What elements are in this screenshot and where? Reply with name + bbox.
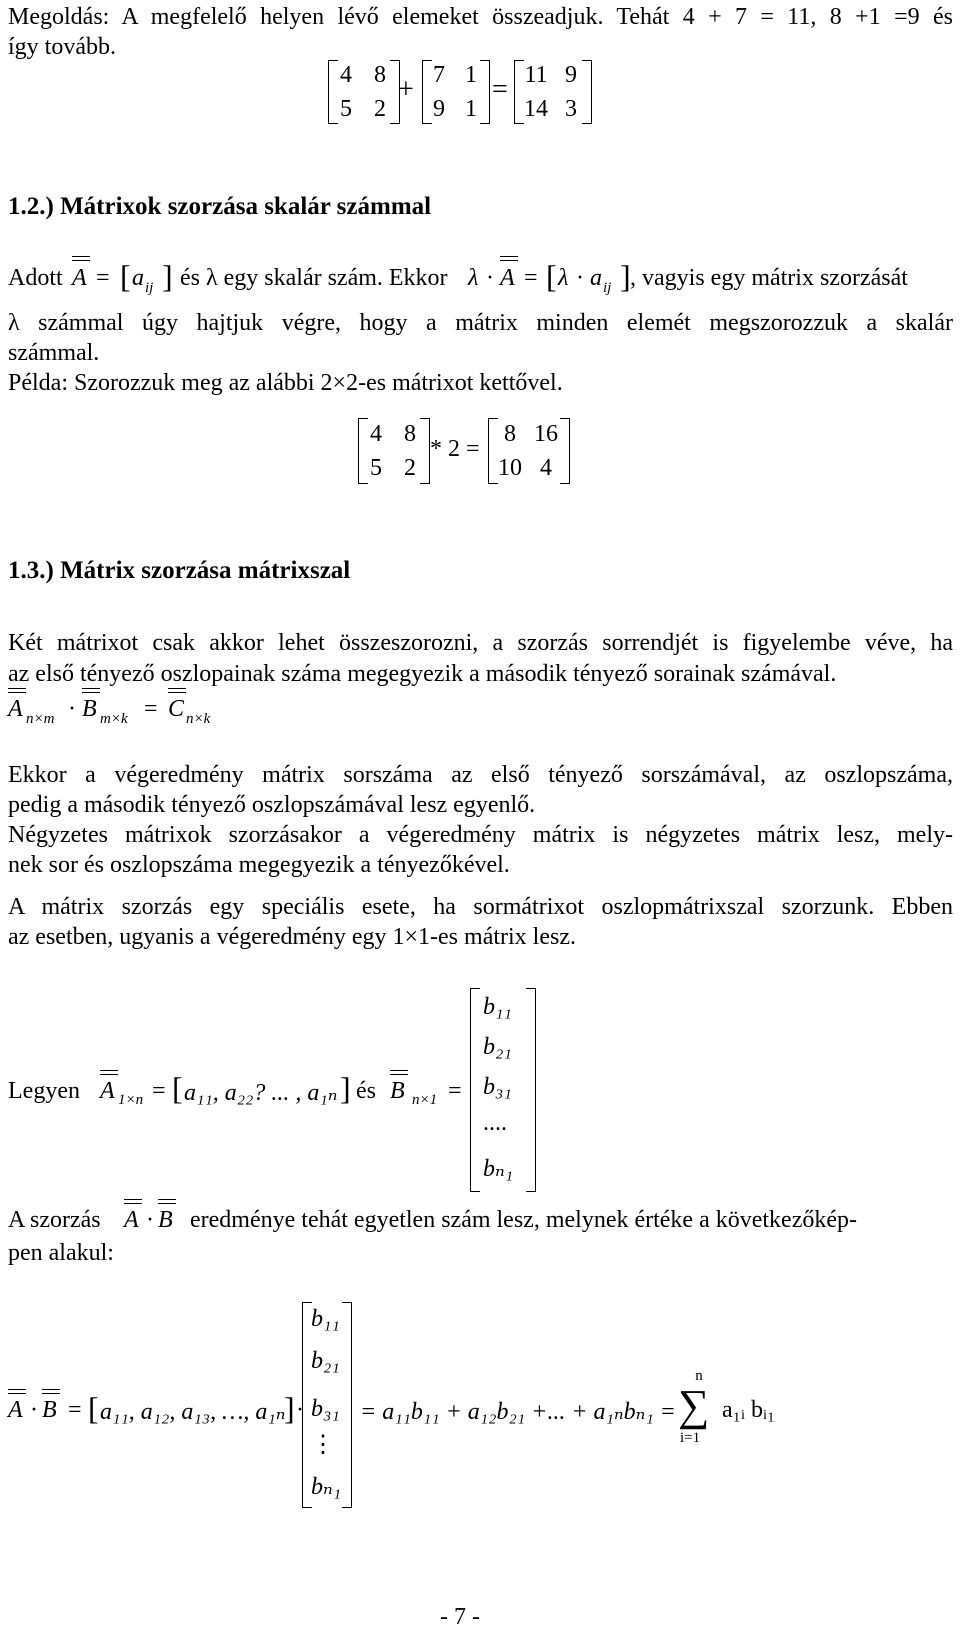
para2-line-2: pedig a második tényező oszlopszámával lesz egyenlő.	[8, 792, 536, 818]
equals-sign: =	[152, 1078, 166, 1104]
matrix-result	[488, 418, 570, 484]
sum-lower-limit: i=1	[680, 1430, 701, 1446]
equals-sign: =	[144, 696, 158, 722]
equals-sign: =	[448, 1078, 462, 1104]
scalar-line-4: Példa: Szorozzuk meg az alábbi 2×2-es mátrixot kettővel.	[8, 370, 563, 396]
text-es: és	[356, 1078, 376, 1104]
matrix-cell: 7	[433, 62, 445, 88]
equals-sign: =	[68, 1397, 82, 1423]
text-vagyis: , vagyis egy mátrix szorzását	[630, 265, 908, 291]
para3-line-1: Négyzetes mátrixok szorzásakor a végeredmény mátrix is négyzetes mátrix lesz, mely-	[8, 822, 953, 848]
para3-line-2: nek sor és oszlopszáma megegyezik a tényezőkével.	[8, 852, 510, 878]
matrix-overline	[72, 256, 90, 257]
matrix-cell: 14	[524, 96, 548, 122]
symbol-A: A	[100, 1078, 115, 1104]
bracket-close: ]	[340, 1070, 351, 1106]
matrix-cell: 11	[524, 62, 548, 88]
section-title-1-2: 1.2.) Mátrixok szorzása skalár számmal	[8, 193, 432, 220]
row-vector: a₁₁, a₂₂? ... , a₁ₙ	[184, 1080, 338, 1106]
symbol-A: A	[8, 1397, 23, 1423]
vector-element: ⋮	[311, 1432, 335, 1458]
dot-operator: ·	[486, 265, 494, 291]
matrix-overline	[42, 1389, 60, 1390]
matrix-overline	[168, 688, 186, 689]
matrix-cell: 8	[504, 421, 516, 447]
dot-operator: ·	[30, 1397, 38, 1423]
matrix-cell: 4	[340, 62, 352, 88]
column-vector	[470, 988, 536, 1192]
matrix-cell: 9	[565, 62, 577, 88]
vector-element: b₂₁	[483, 1034, 512, 1060]
sum-term: a₁ᵢ bᵢ₁	[722, 1397, 776, 1423]
matrix-cell: 4	[370, 421, 382, 447]
intro-line-1: Megoldás: A megfelelő helyen lévő elemeket összeadjuk. Tehát 4 + 7 = 11, 8 +1 =9 és	[8, 4, 953, 30]
row-vector: a₁₁, a₁₂, a₁₃, …, a₁ₙ	[100, 1399, 286, 1425]
matrix-cell: 2	[374, 96, 386, 122]
matrix-cell: 1	[465, 62, 477, 88]
symbol-a: a	[132, 265, 144, 291]
section-title-1-3: 1.3.) Mátrix szorzása mátrixszal	[8, 557, 351, 584]
equals-sign: =	[524, 265, 538, 291]
text-eredmenye: eredménye tehát egyetlen szám lesz, melynek értéke a következőkép-	[190, 1207, 858, 1233]
vector-element: b₃₁	[483, 1074, 512, 1100]
matrix-cell: 4	[540, 455, 552, 481]
matrix-cell: 5	[370, 455, 382, 481]
para1-line-2: az első tényező oszlopainak száma megegyezik a második tényező sorainak számával.	[8, 661, 837, 687]
symbol-B: B	[390, 1078, 405, 1104]
matrix-cell: 16	[534, 421, 558, 447]
para4-line-2: az esetben, ugyanis a végeredmény egy 1×1-es mátrix lesz.	[8, 924, 576, 950]
matrix-result	[514, 60, 592, 124]
subscript-n1: n×1	[412, 1092, 438, 1108]
scalar-line-3: számmal.	[8, 340, 100, 366]
matrix-b	[422, 60, 490, 124]
matrix-overline	[390, 1070, 408, 1071]
matrix-overline	[100, 1070, 118, 1071]
symbol-a: a	[590, 265, 602, 291]
equals-sign: =	[96, 265, 110, 291]
symbol-A: A	[500, 265, 515, 291]
equals-sign: =	[492, 74, 508, 105]
matrix-cell: 8	[404, 421, 416, 447]
vector-element: b₁₁	[311, 1306, 340, 1332]
symbol-A: A	[72, 265, 87, 291]
bracket-close: ]	[162, 258, 173, 294]
matrix-overline	[8, 688, 26, 689]
para4-line-1: A mátrix szorzás egy speciális esete, ha sormátrixot oszlopmátrixszal szorzunk. Ebben	[8, 894, 953, 920]
intro-line-2: így tovább.	[8, 34, 116, 60]
vector-element: b₃₁	[311, 1396, 340, 1422]
symbol-B: B	[82, 696, 97, 722]
column-vector	[302, 1302, 352, 1508]
symbol-B: B	[42, 1397, 57, 1423]
vector-element: b₁₁	[483, 994, 512, 1020]
vector-element: b₂₁	[311, 1348, 340, 1374]
bracket-open: [	[546, 258, 557, 294]
page-number: - 7 -	[440, 1604, 480, 1630]
dot-operator: ·	[296, 1397, 304, 1423]
symbol-C: C	[168, 696, 185, 722]
plus-sign: +	[398, 74, 414, 105]
dot-operator: ·	[68, 696, 76, 722]
para2-line-1: Ekkor a végeredmény mátrix sorszáma az első tényező sorszámával, az oszlopszáma,	[8, 762, 953, 788]
bracket-open: [	[120, 258, 131, 294]
bracket-close: ]	[284, 1390, 295, 1426]
matrix-cell: 1	[465, 96, 477, 122]
matrix-cell: 8	[374, 62, 386, 88]
matrix-cell: 9	[433, 96, 445, 122]
symbol-lambda: λ	[468, 265, 479, 291]
bracket-open: [	[88, 1390, 99, 1426]
text-a-szorzas: A szorzás	[8, 1207, 101, 1233]
subscript-1n: 1×n	[118, 1092, 144, 1108]
symbol-A: A	[124, 1207, 139, 1233]
subscript-ij: ij	[145, 280, 154, 296]
matrix-a	[328, 60, 400, 124]
dot-operator: ·	[146, 1207, 154, 1233]
times-two: * 2 =	[430, 436, 480, 462]
vector-element: bₙ₁	[483, 1156, 514, 1182]
matrix-cell: 5	[340, 96, 352, 122]
bracket-close: ]	[620, 258, 631, 294]
vector-element: ....	[483, 1110, 507, 1136]
bracket-open: [	[172, 1070, 183, 1106]
subscript-nk: n×k	[186, 711, 211, 727]
subscript-mk: m×k	[100, 711, 128, 727]
dot-operator: ·	[576, 265, 584, 291]
text-adott: Adott	[8, 265, 63, 291]
sigma-icon: ∑	[678, 1381, 710, 1430]
text-pen-alakul: pen alakul:	[8, 1240, 114, 1266]
symbol-lambda: λ	[558, 265, 569, 291]
symbol-A: A	[8, 696, 23, 722]
matrix-cell: 10	[498, 455, 522, 481]
sum-upper-limit: n	[695, 1368, 703, 1384]
subscript-ij: ij	[603, 280, 612, 296]
symbol-B: B	[158, 1207, 173, 1233]
matrix-overline	[158, 1199, 176, 1200]
text-es-lambda: és λ egy skalár szám. Ekkor	[180, 265, 448, 291]
matrix-a	[358, 418, 430, 484]
scalar-line-2: λ számmal úgy hajtjuk végre, hogy a mátrix minden elemét megszorozzuk a skalár	[8, 310, 953, 336]
matrix-overline	[500, 256, 518, 257]
matrix-cell: 3	[565, 96, 577, 122]
matrix-cell: 2	[404, 455, 416, 481]
text-legyen: Legyen	[8, 1078, 80, 1104]
matrix-overline	[82, 688, 100, 689]
matrix-overline	[8, 1389, 26, 1390]
matrix-overline	[124, 1199, 142, 1200]
vector-element: bₙ₁	[311, 1474, 342, 1500]
para1-line-1: Két mátrixot csak akkor lehet összeszorozni, a szorzás sorrendjét is figyelembe véve, ha	[8, 630, 953, 656]
expanded-sum: = a₁₁b₁₁ + a₁₂b₂₁ +... + a₁ₙbₙ₁ =	[360, 1399, 676, 1425]
subscript-nm: n×m	[26, 711, 55, 727]
